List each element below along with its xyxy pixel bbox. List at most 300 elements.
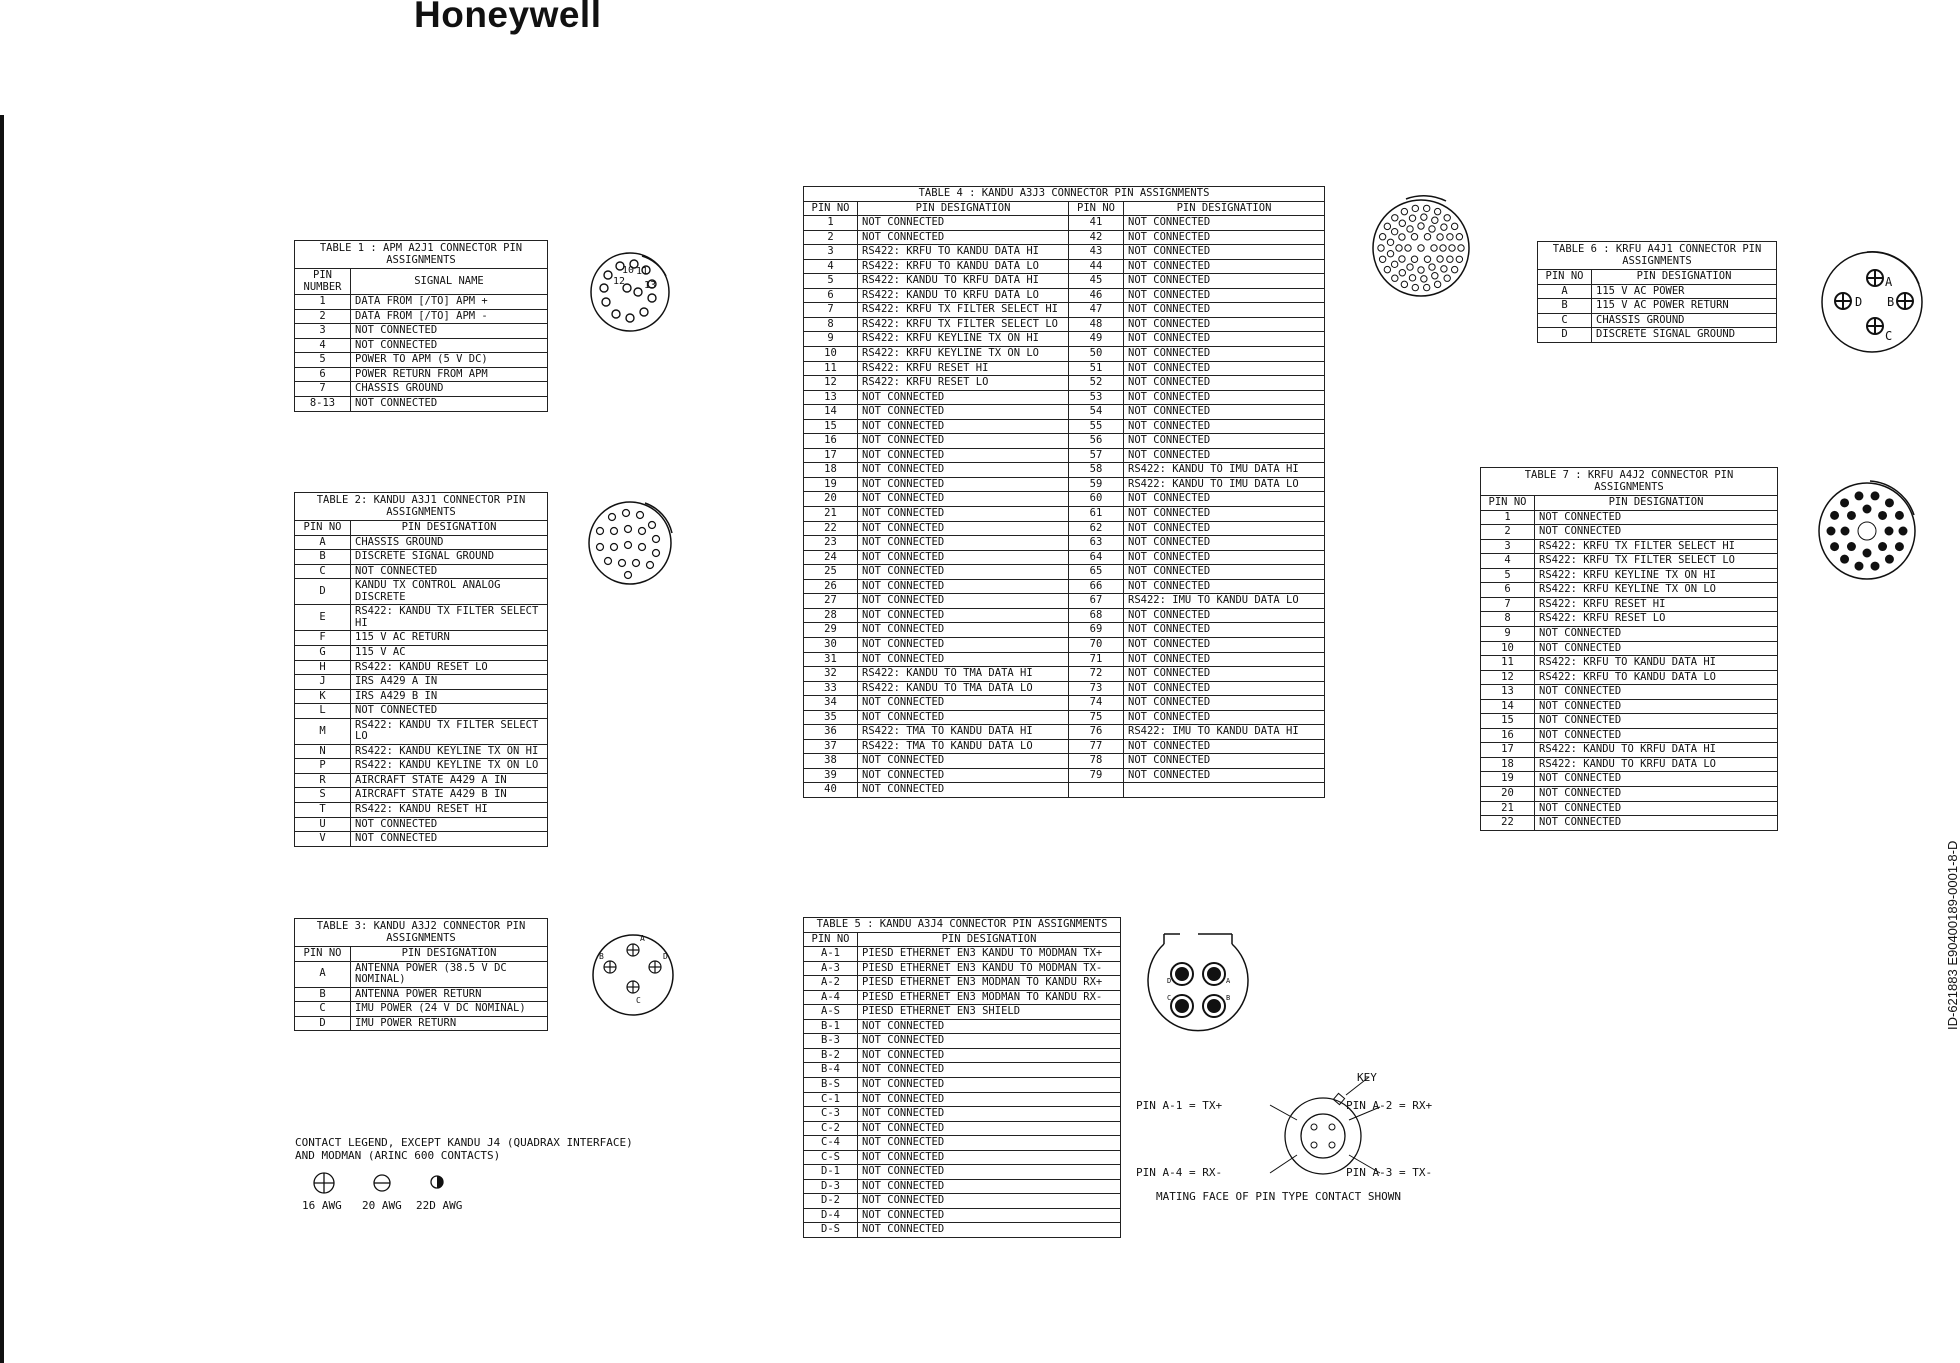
pin-number-cell: 44 xyxy=(1069,259,1124,274)
table-row xyxy=(1481,757,1778,772)
pin-designation-cell: NOT CONNECTED xyxy=(858,1019,1121,1034)
table-caption: TABLE 2: KANDU A3J1 CONNECTOR PIN ASSIGNMENTS xyxy=(295,493,548,521)
column-header: PIN NO xyxy=(1481,496,1535,511)
table-row xyxy=(295,1016,548,1031)
contact-pin xyxy=(1412,284,1418,290)
pin-designation-cell: NOT CONNECTED xyxy=(1124,492,1325,507)
pin-number-cell: B-2 xyxy=(804,1048,858,1063)
table-row xyxy=(295,397,548,412)
pin-number-cell: 57 xyxy=(1069,448,1124,463)
contact-pin xyxy=(1384,223,1390,229)
contact-pin xyxy=(1855,562,1863,570)
table-row xyxy=(804,288,1325,303)
table-row xyxy=(295,773,548,788)
table-row xyxy=(804,507,1325,522)
pin-designation-cell: RS422: KANDU TO IMU DATA HI xyxy=(1124,463,1325,478)
legend-20-awg: 20 AWG xyxy=(362,1199,402,1212)
pin-number-cell: 24 xyxy=(804,550,858,565)
pin-designation-cell: RS422: KRFU TX FILTER SELECT HI xyxy=(858,303,1069,318)
pin-designation-cell: RS422: KRFU TX FILTER SELECT LO xyxy=(1535,554,1778,569)
pin-label: D xyxy=(1167,977,1172,985)
table-row xyxy=(295,382,548,397)
pin-designation-cell: NOT CONNECTED xyxy=(1124,245,1325,260)
column-header: PIN DESIGNATION xyxy=(858,932,1121,947)
table-row xyxy=(804,739,1325,754)
contact-pin xyxy=(1391,261,1397,267)
pin-designation-cell: NOT CONNECTED xyxy=(1124,507,1325,522)
pin-label: B xyxy=(1887,295,1895,309)
pin-designation-cell: NOT CONNECTED xyxy=(1124,696,1325,711)
pin-designation-cell: NOT CONNECTED xyxy=(858,448,1069,463)
table-row xyxy=(295,367,548,382)
table-caption: TABLE 1 : APM A2J1 CONNECTOR PIN ASSIGNMENTS xyxy=(295,241,548,269)
pin-number-cell: A xyxy=(295,535,351,550)
pin-designation-cell: NOT CONNECTED xyxy=(858,652,1069,667)
pin-number-cell: 76 xyxy=(1069,725,1124,740)
pin-number-cell: 21 xyxy=(1481,801,1535,816)
pin-designation-cell: NOT CONNECTED xyxy=(858,1223,1121,1238)
pin-designation-cell: NOT CONNECTED xyxy=(858,1165,1121,1180)
table-row xyxy=(1481,583,1778,598)
pin-designation-cell: NOT CONNECTED xyxy=(858,419,1069,434)
pin-number-cell: 4 xyxy=(804,259,858,274)
table-row xyxy=(1481,627,1778,642)
pin-number-cell: A-4 xyxy=(804,990,858,1005)
pin-designation-cell: ANTENNA POWER RETURN xyxy=(351,987,548,1002)
pin-designation-cell: NOT CONNECTED xyxy=(858,1048,1121,1063)
table-row xyxy=(804,681,1325,696)
pin-designation-cell: NOT CONNECTED xyxy=(858,521,1069,536)
contact-pin xyxy=(1899,527,1907,535)
pin-designation-cell: NOT CONNECTED xyxy=(1124,667,1325,682)
pin-designation-cell: NOT CONNECTED xyxy=(1535,627,1778,642)
contact-pin xyxy=(1421,276,1427,282)
pin-designation-cell: RS422: KRFU TX FILTER SELECT LO xyxy=(858,317,1069,332)
mating-pin-a2-label: PIN A-2 = RX+ xyxy=(1346,1099,1433,1112)
table-row xyxy=(295,704,548,719)
table-row xyxy=(1481,510,1778,525)
contact-pin xyxy=(1379,256,1385,262)
pin-designation-cell: POWER RETURN FROM APM xyxy=(351,367,548,382)
pin-designation-cell: NOT CONNECTED xyxy=(351,564,548,579)
table-row xyxy=(804,754,1325,769)
table-row xyxy=(804,536,1325,551)
pin-designation-cell: NOT CONNECTED xyxy=(858,390,1069,405)
pin-designation-cell: NOT CONNECTED xyxy=(1124,637,1325,652)
table-row xyxy=(804,1150,1121,1165)
pin-designation-cell: NOT CONNECTED xyxy=(858,1107,1121,1122)
table-row xyxy=(1481,597,1778,612)
pin-designation-cell: NOT CONNECTED xyxy=(858,230,1069,245)
pin-number-cell: 16 xyxy=(1481,728,1535,743)
pin-number-cell: 8 xyxy=(1481,612,1535,627)
pin-designation-cell: NOT CONNECTED xyxy=(858,477,1069,492)
pin-number-cell: 8-13 xyxy=(295,397,351,412)
pin-label: 13 xyxy=(644,280,657,291)
table-row xyxy=(804,303,1325,318)
contact-pin xyxy=(1444,215,1450,221)
table-row xyxy=(295,338,548,353)
pin-designation-cell: IMU POWER (24 V DC NOMINAL) xyxy=(351,1002,548,1017)
pin-designation-cell: NOT CONNECTED xyxy=(858,1078,1121,1093)
pin-designation-cell: NOT CONNECTED xyxy=(858,492,1069,507)
pin-designation-cell: PIESD ETHERNET EN3 KANDU TO MODMAN TX- xyxy=(858,961,1121,976)
mating-pin-a4-label: PIN A-4 = RX- xyxy=(1136,1166,1223,1179)
apm-a2j1-connector-drawing xyxy=(582,248,682,338)
pin-designation-cell: NOT CONNECTED xyxy=(858,710,1069,725)
table-row xyxy=(804,1063,1121,1078)
contact-pin xyxy=(1378,245,1384,251)
pin-label: B xyxy=(599,952,604,961)
contact-pin xyxy=(1895,543,1903,551)
pin-number-cell: 10 xyxy=(1481,641,1535,656)
pin-number-cell: 50 xyxy=(1069,347,1124,362)
pin-designation-cell: NOT CONNECTED xyxy=(858,768,1069,783)
pin-number-cell: 64 xyxy=(1069,550,1124,565)
pin-number-cell: D-S xyxy=(804,1223,858,1238)
table-row xyxy=(804,477,1325,492)
contact-pin xyxy=(1855,492,1863,500)
pin-designation-cell: RS422: KRFU KEYLINE TX ON LO xyxy=(1535,583,1778,598)
table-row xyxy=(804,961,1121,976)
column-header: PIN NO xyxy=(804,201,858,216)
pin-designation-cell: PIESD ETHERNET EN3 SHIELD xyxy=(858,1005,1121,1020)
pin-designation-cell: RS422: TMA TO KANDU DATA HI xyxy=(858,725,1069,740)
pin-number-cell: 61 xyxy=(1069,507,1124,522)
pin-designation-cell: RS422: IMU TO KANDU DATA LO xyxy=(1124,594,1325,609)
table-row xyxy=(804,390,1325,405)
contact-pin xyxy=(1424,256,1430,262)
contact-pin xyxy=(1831,511,1839,519)
contact-pin xyxy=(1407,264,1413,270)
pin-number-cell: 19 xyxy=(804,477,858,492)
pin-number-cell: 74 xyxy=(1069,696,1124,711)
table-row xyxy=(1481,772,1778,787)
pin-designation-cell: RS422: KANDU TO KRFU DATA LO xyxy=(1535,757,1778,772)
pin-designation-cell: NOT CONNECTED xyxy=(1124,216,1325,231)
table-row xyxy=(804,1034,1121,1049)
pin-number-cell: C xyxy=(295,1002,351,1017)
table-row xyxy=(295,646,548,661)
table-row xyxy=(295,832,548,847)
pin-number-cell: 4 xyxy=(1481,554,1535,569)
pin-designation-cell: NOT CONNECTED xyxy=(858,594,1069,609)
pin-number-cell: 53 xyxy=(1069,390,1124,405)
pin-label: A xyxy=(1226,977,1231,985)
table-row xyxy=(804,594,1325,609)
table-row xyxy=(804,1019,1121,1034)
pin-number-cell: 45 xyxy=(1069,274,1124,289)
pin-designation-cell: NOT CONNECTED xyxy=(351,397,548,412)
pin-label: A xyxy=(640,934,645,943)
kandu-a3j1-connector-drawing xyxy=(580,495,684,590)
pin-number-cell: 18 xyxy=(804,463,858,478)
table-row xyxy=(295,535,548,550)
pin-designation-cell: NOT CONNECTED xyxy=(858,579,1069,594)
pin-number-cell: A xyxy=(1538,284,1592,299)
kandu-a3j3-connector-drawing xyxy=(1366,193,1476,303)
pin-number-cell: 3 xyxy=(1481,539,1535,554)
kandu-a3j2-connector-drawing xyxy=(583,925,683,1025)
table-row xyxy=(1481,728,1778,743)
pin-designation-cell: NOT CONNECTED xyxy=(858,536,1069,551)
table-row xyxy=(804,1107,1121,1122)
table-row xyxy=(1481,670,1778,685)
pin-designation-cell: RS422: KANDU TX FILTER SELECT HI xyxy=(351,605,548,631)
pin-number-cell: B xyxy=(295,987,351,1002)
contact-pin xyxy=(1399,220,1405,226)
pin-designation-cell: NOT CONNECTED xyxy=(858,550,1069,565)
pin-number-cell: 15 xyxy=(1481,714,1535,729)
contact-pin xyxy=(1879,543,1887,551)
table-row xyxy=(1481,699,1778,714)
pin-number-cell xyxy=(1069,783,1124,798)
pin-designation-cell: NOT CONNECTED xyxy=(1124,303,1325,318)
table-row xyxy=(1481,714,1778,729)
contact-pin xyxy=(1429,226,1435,232)
pin-designation-cell: RS422: KRFU RESET HI xyxy=(1535,597,1778,612)
pin-number-cell: 17 xyxy=(1481,743,1535,758)
pin-number-cell: 78 xyxy=(1069,754,1124,769)
table-row xyxy=(804,492,1325,507)
table-row xyxy=(295,295,548,310)
pin-number-cell: P xyxy=(295,759,351,774)
table-row xyxy=(804,637,1325,652)
pin-number-cell: A-S xyxy=(804,1005,858,1020)
contact-pin xyxy=(1847,511,1855,519)
pin-number-cell: 4 xyxy=(295,338,351,353)
contact-pin xyxy=(1451,223,1457,229)
pin-number-cell: D xyxy=(295,1016,351,1031)
contact-pin xyxy=(1412,205,1418,211)
pin-designation-cell: RS422: KANDU TO KRFU DATA HI xyxy=(858,274,1069,289)
contact-pin xyxy=(1399,234,1405,240)
pin-number-cell: D xyxy=(1538,328,1592,343)
contact-pin xyxy=(1399,270,1405,276)
pin-designation-cell: RS422: KRFU RESET LO xyxy=(858,376,1069,391)
pin-designation-cell: RS422: KRFU TO KANDU DATA LO xyxy=(858,259,1069,274)
table-row xyxy=(804,1136,1121,1151)
pin-designation-cell: NOT CONNECTED xyxy=(858,405,1069,420)
table-caption: TABLE 3: KANDU A3J2 CONNECTOR PIN ASSIGNMENTS xyxy=(295,919,548,947)
pin-number-cell: 9 xyxy=(1481,627,1535,642)
contact-pin xyxy=(1841,527,1849,535)
pin-designation-cell: RS422: KRFU KEYLINE TX ON HI xyxy=(858,332,1069,347)
pin-designation-cell: NOT CONNECTED xyxy=(1124,681,1325,696)
pin-number-cell: 48 xyxy=(1069,317,1124,332)
pin-number-cell: 72 xyxy=(1069,667,1124,682)
pin-number-cell: 62 xyxy=(1069,521,1124,536)
pin-number-cell: D xyxy=(295,579,351,605)
pin-designation-cell: NOT CONNECTED xyxy=(858,1136,1121,1151)
pin-designation-cell: POWER TO APM (5 V DC) xyxy=(351,353,548,368)
pin-number-cell: 6 xyxy=(804,288,858,303)
pin-designation-cell: RS422: KANDU KEYLINE TX ON LO xyxy=(351,759,548,774)
pin-designation-cell: RS422: KRFU TO KANDU DATA HI xyxy=(858,245,1069,260)
column-header: PIN DESIGNATION xyxy=(351,947,548,962)
table-row xyxy=(1538,299,1777,314)
pin-number-cell: B-S xyxy=(804,1078,858,1093)
pin-designation-cell: RS422: KANDU TO KRFU DATA LO xyxy=(858,288,1069,303)
table-row xyxy=(295,309,548,324)
table-row xyxy=(804,405,1325,420)
pin-number-cell: 14 xyxy=(804,405,858,420)
contact-pin xyxy=(1451,266,1457,272)
pin-designation-cell: NOT CONNECTED xyxy=(1124,448,1325,463)
pin-designation-cell: NOT CONNECTED xyxy=(1124,259,1325,274)
table-row xyxy=(804,216,1325,231)
pin-designation-cell: NOT CONNECTED xyxy=(858,783,1069,798)
contact-pin xyxy=(1421,214,1427,220)
pin-number-cell: 54 xyxy=(1069,405,1124,420)
pin-designation-cell: NOT CONNECTED xyxy=(858,216,1069,231)
pin-number-cell: 14 xyxy=(1481,699,1535,714)
contact-pin xyxy=(1411,234,1417,240)
table-row xyxy=(1481,656,1778,671)
table-row xyxy=(295,744,548,759)
pin-number-cell: 77 xyxy=(1069,739,1124,754)
krfu-a4j1-connector-drawing xyxy=(1815,246,1930,361)
contact-pin xyxy=(1456,256,1462,262)
pin-number-cell: R xyxy=(295,773,351,788)
pin-designation-cell: NOT CONNECTED xyxy=(1124,623,1325,638)
pin-designation-cell: PIESD ETHERNET EN3 KANDU TO MODMAN TX+ xyxy=(858,947,1121,962)
pin-designation-cell: NOT CONNECTED xyxy=(1535,641,1778,656)
pin-number-cell: 5 xyxy=(1481,568,1535,583)
pin-designation-cell: DISCRETE SIGNAL GROUND xyxy=(351,550,548,565)
pin-number-cell: 12 xyxy=(804,376,858,391)
honeywell-logo: Honeywell xyxy=(414,0,602,35)
pin-number-cell: A-2 xyxy=(804,976,858,991)
pin-number-cell: 9 xyxy=(804,332,858,347)
table-row xyxy=(295,961,548,987)
contact-pin xyxy=(1441,224,1447,230)
pin-number-cell: N xyxy=(295,744,351,759)
pin-number-cell: 59 xyxy=(1069,477,1124,492)
contact-pin xyxy=(1399,256,1405,262)
table-row xyxy=(804,332,1325,347)
contact-pin xyxy=(1437,234,1443,240)
table-row xyxy=(1481,801,1778,816)
pin-designation-cell: AIRCRAFT STATE A429 A IN xyxy=(351,773,548,788)
pin-designation-cell: NOT CONNECTED xyxy=(858,608,1069,623)
pin-number-cell: 29 xyxy=(804,623,858,638)
pin-number-cell: 43 xyxy=(1069,245,1124,260)
pin-designation-cell: CHASSIS GROUND xyxy=(351,535,548,550)
pin-designation-cell: NOT CONNECTED xyxy=(858,1150,1121,1165)
table-caption: TABLE 7 : KRFU A4J2 CONNECTOR PIN ASSIGNMENTS xyxy=(1481,468,1778,496)
legend-16-awg: 16 AWG xyxy=(302,1199,342,1212)
pin-designation-cell: NOT CONNECTED xyxy=(858,696,1069,711)
pin-number-cell: 30 xyxy=(804,637,858,652)
table-row xyxy=(1538,328,1777,343)
table-row xyxy=(804,347,1325,362)
contact-pin xyxy=(1827,527,1835,535)
table-row xyxy=(295,324,548,339)
pin-designation-cell: NOT CONNECTED xyxy=(1535,816,1778,831)
table-row xyxy=(804,376,1325,391)
pin-designation-cell: IRS A429 B IN xyxy=(351,689,548,704)
pin-number-cell: 68 xyxy=(1069,608,1124,623)
table-caption: TABLE 6 : KRFU A4J1 CONNECTOR PIN ASSIGNMENTS xyxy=(1538,242,1777,270)
pin-number-cell: B-4 xyxy=(804,1063,858,1078)
column-header: PIN DESIGNATION xyxy=(1124,201,1325,216)
contact-pin xyxy=(1411,256,1417,262)
pin-label: D xyxy=(663,952,668,961)
pin-number-cell: 51 xyxy=(1069,361,1124,376)
column-header: PIN DESIGNATION xyxy=(1592,270,1777,285)
table-row xyxy=(804,245,1325,260)
pin-designation-cell: ANTENNA POWER (38.5 V DC NOMINAL) xyxy=(351,961,548,987)
table-1-apm-a2j1 xyxy=(294,240,548,412)
pin-designation-cell: RS422: KANDU KEYLINE TX ON HI xyxy=(351,744,548,759)
pin-designation-cell: NOT CONNECTED xyxy=(351,704,548,719)
table-row xyxy=(295,564,548,579)
table-row xyxy=(295,631,548,646)
pin-designation-cell: NOT CONNECTED xyxy=(858,434,1069,449)
pin-designation-cell: RS422: KRFU TO KANDU DATA LO xyxy=(1535,670,1778,685)
pin-number-cell: 32 xyxy=(804,667,858,682)
pin-designation-cell: NOT CONNECTED xyxy=(858,637,1069,652)
table-row xyxy=(804,725,1325,740)
pin-label: 10 xyxy=(622,265,635,276)
contact-pin xyxy=(1879,511,1887,519)
table-row xyxy=(804,652,1325,667)
pin-number-cell: C-S xyxy=(804,1150,858,1165)
pin-designation-cell: IRS A429 A IN xyxy=(351,675,548,690)
pin-designation-cell: NOT CONNECTED xyxy=(858,463,1069,478)
pin-number-cell: D-1 xyxy=(804,1165,858,1180)
pin-designation-cell: NOT CONNECTED xyxy=(858,1179,1121,1194)
column-header: PIN DESIGNATION xyxy=(351,521,548,536)
pin-number-cell: C-2 xyxy=(804,1121,858,1136)
pin-number-cell: 35 xyxy=(804,710,858,725)
mating-pin-a3-label: PIN A-3 = TX- xyxy=(1346,1166,1433,1179)
pin-number-cell: 1 xyxy=(804,216,858,231)
pin-number-cell: 1 xyxy=(1481,510,1535,525)
table-row xyxy=(295,689,548,704)
pin-label: C xyxy=(1167,994,1172,1002)
table-row xyxy=(804,667,1325,682)
contact-pin xyxy=(1409,215,1415,221)
contact-pin xyxy=(1437,256,1443,262)
contact-pin xyxy=(1424,234,1430,240)
pin-number-cell: 20 xyxy=(804,492,858,507)
contact-pin xyxy=(1418,267,1424,273)
pin-designation-cell: 115 V AC POWER RETURN xyxy=(1592,299,1777,314)
table-row xyxy=(295,817,548,832)
contact-pin xyxy=(1396,245,1402,251)
table-row xyxy=(1538,284,1777,299)
pin-number-cell: 19 xyxy=(1481,772,1535,787)
pin-number-cell: 31 xyxy=(804,652,858,667)
kandu-a3j4-connector-drawing xyxy=(1142,930,1252,1045)
table-row xyxy=(1481,539,1778,554)
document-id: ID-621883 E90400189-0001-8-D xyxy=(1945,840,1960,1030)
table-row xyxy=(295,579,548,605)
table-row xyxy=(804,1223,1121,1238)
pin-designation-cell: RS422: KANDU TO TMA DATA LO xyxy=(858,681,1069,696)
pin-number-cell: 71 xyxy=(1069,652,1124,667)
pin-number-cell: 13 xyxy=(1481,685,1535,700)
contact-pin xyxy=(1384,266,1390,272)
table-row xyxy=(804,1165,1121,1180)
table-row xyxy=(295,803,548,818)
table-5-kandu-a3j4 xyxy=(803,917,1121,1238)
contact-pin xyxy=(1444,275,1450,281)
contact-pin xyxy=(1449,245,1455,251)
pin-number-cell: 2 xyxy=(295,309,351,324)
